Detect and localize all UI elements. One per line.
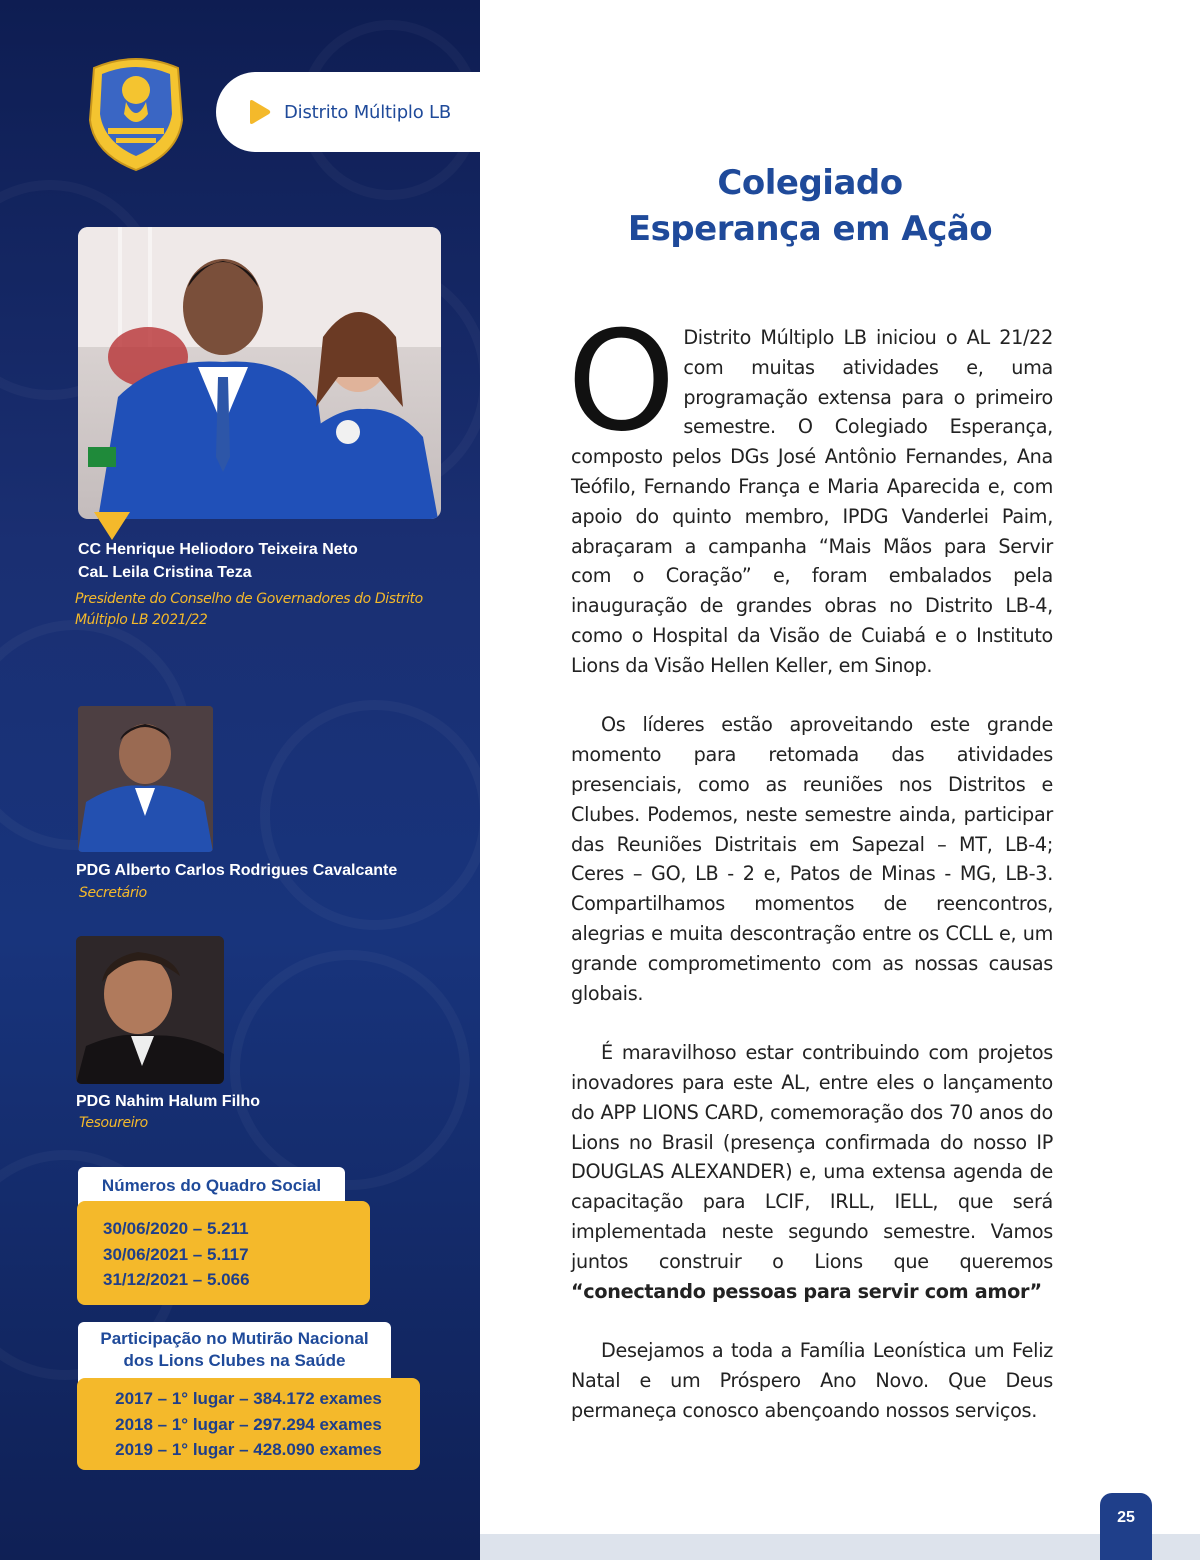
article-title-line: Esperança em Ação (627, 209, 993, 249)
article-paragraph (571, 1038, 1053, 1306)
caption-pointer-icon (94, 512, 130, 540)
president-names (78, 538, 468, 584)
lions-club-shield-badge-icon (86, 54, 186, 172)
person-name: CaL Leila Cristina Teza (78, 564, 252, 581)
background-pattern (260, 700, 480, 930)
photo-illustration (78, 227, 441, 519)
mutirao-row: 2018 – 1° lugar – 297.294 exames (115, 1414, 382, 1434)
membership-row: 31/12/2021 – 5.066 (103, 1270, 250, 1289)
article-paragraph: Os líderes estão aproveitando este grande momento para retomada das atividades presenciais, como as reuniões nos Distritos e Clubes. Podemos, neste semestre ainda, participar das Reuniões Distritais em Sapezal – MT, LB-4; Ceres – GO, LB - 2 e, Patos de Minas - MG, LB-3. Compartilhamos momentos de reencontros, alegrias e muita descontração entre os CCLL e, um grande comprometimento com as nossas causas globais. (571, 713, 1053, 1005)
membership-title: Números do Quadro Social (78, 1167, 345, 1205)
mutirao-title-line: Participação no Mutirão Nacional (100, 1329, 369, 1348)
article-title-line: Colegiado (717, 163, 903, 203)
section-label: Distrito Múltiplo LB (284, 101, 452, 123)
page-number: 25 (1100, 1493, 1152, 1560)
article-title (560, 160, 1060, 252)
photo-illustration (78, 706, 213, 852)
membership-row: 30/06/2021 – 5.117 (103, 1244, 249, 1264)
sidebar-panel (0, 0, 480, 1560)
person-name: CC Henrique Heliodoro Teixeira Neto (78, 541, 358, 558)
section-header-tab (216, 72, 480, 152)
person-role: Secretário (79, 885, 147, 901)
mutirao-row: 2017 – 1° lugar – 384.172 exames (115, 1389, 382, 1408)
membership-row: 30/06/2020 – 5.211 (103, 1219, 249, 1238)
paragraph-text: Distrito Múltiplo LB iniciou o AL 21/22 com muitas atividades e, uma programação extensa para o primeiro semestre. O Colegiado Esperança, composto pelos DGs José Antônio Fernandes, Ana Teófilo, Fernando França e Maria Aparecida e, com apoio do quinto membro, IPDG Vanderlei Paim, abraçaram a campanha “Mais Mãos para Servir com o Coração” e, foram embalados pela inauguração de grandes obras no Distrito LB-4, como o Hospital da Visão de Cuiabá e o Instituto Lions da Visão Hellen Keller, em Sinop. (571, 326, 1053, 677)
photo-secretary (78, 706, 213, 852)
paragraph-text: É maravilhoso estar contribuindo com projetos inovadores para este AL, entre eles o lançamento do APP LIONS CARD, comemoração dos 70 anos do Lions no Brasil (presença confirmada do nosso IP DOUGLAS ALEXANDER) e, uma extensa agenda de capacitação para LCIF, IRLL, IELL, que será implementada neste segundo semestre. Vamos juntos construir o Lions que queremos (571, 1041, 1053, 1273)
footer-bar (480, 1534, 1200, 1560)
membership-box (77, 1201, 370, 1305)
article-paragraph: Desejamos a toda a Família Leonística um Feliz Natal e um Próspero Ano Novo. Que Deus permaneça conosco abençoando nossos serviços. (571, 1339, 1053, 1422)
photo-president-couple (78, 227, 441, 519)
article-body (567, 301, 1053, 1455)
mutirao-title (78, 1322, 391, 1382)
person-role: Tesoureiro (79, 1115, 148, 1131)
article-paragraph (567, 301, 1053, 681)
drop-cap: O (567, 301, 676, 462)
mutirao-title-line: dos Lions Clubes na Saúde (123, 1351, 346, 1370)
person-role: Presidente do Conselho de Governadores do Distrito Múltiplo LB 2021/22 (75, 591, 423, 628)
person-name: PDG Nahim Halum Filho (76, 1093, 261, 1110)
photo-treasurer (76, 936, 224, 1084)
background-pattern (230, 950, 470, 1190)
play-arrow-icon (246, 99, 272, 125)
mutirao-row: 2019 – 1° lugar – 428.090 exames (115, 1440, 382, 1459)
photo-illustration (76, 936, 224, 1084)
mutirao-box (77, 1378, 420, 1470)
person-name: PDG Alberto Carlos Rodrigues Cavalcante (76, 862, 398, 879)
closing-quote: “conectando pessoas para servir com amor” (571, 1279, 1042, 1303)
